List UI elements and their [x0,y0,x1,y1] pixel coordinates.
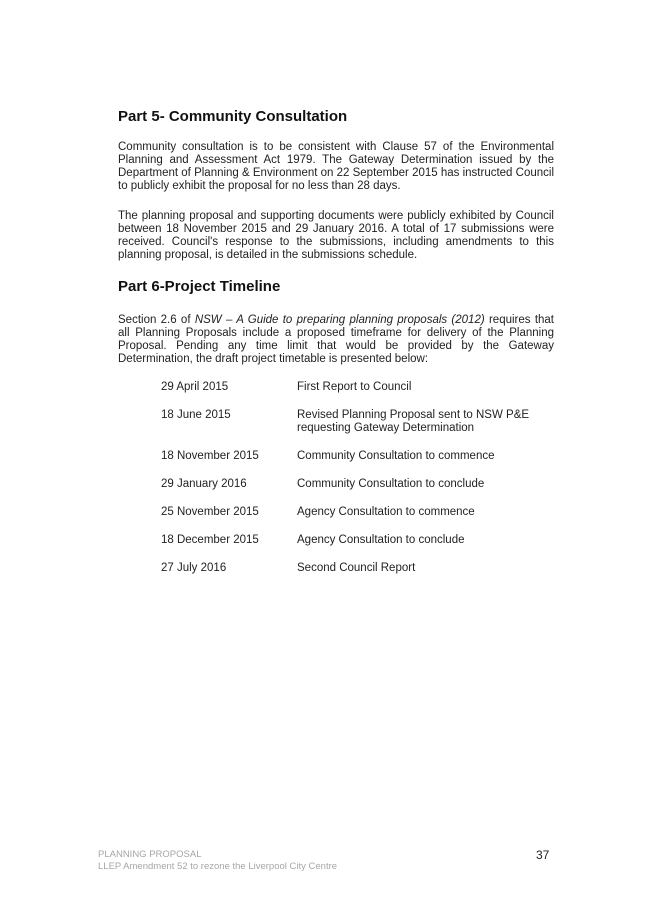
timeline-row [161,534,541,547]
timeline-date: 18 June 2015 [161,409,231,421]
section-5-paragraph-2: The planning proposal and supporting documents were publicly exhibited by Council between 18 November 2015 and 29 January 2016. A total of 17 submissions were received. Council's response to the submissions, including amendments to this planning proposal, is detailed in the submissions schedule. [118,210,554,261]
project-timeline [161,381,541,590]
intro-text-start: Section 2.6 of [118,314,195,326]
timeline-row [161,562,541,575]
timeline-row [161,409,541,435]
timeline-row [161,478,541,491]
timeline-date: 18 November 2015 [161,450,259,462]
timeline-date: 27 July 2016 [161,562,227,574]
timeline-event: Community Consultation to commence [297,450,495,462]
timeline-event: Revised Planning Proposal sent to NSW P&E requesting Gateway Determination [297,409,530,434]
timeline-event: Second Council Report [297,562,416,574]
footer-line-2: LLEP Amendment 52 to rezone the Liverpool City Centre [98,860,338,872]
timeline-date: 29 January 2016 [161,478,247,490]
intro-text-end: requires that all Planning Proposals include a proposed timeframe for delivery of the Planning Proposal. Pending any time limit that would be provided by the Gateway Determination, the draft project timetable is presented below: [118,314,555,365]
timeline-date: 29 April 2015 [161,381,229,393]
section-5-paragraph-1: Community consultation is to be consistent with Clause 57 of the Environmental Planning and Assessment Act 1979. The Gateway Determination issued by the Department of Planning & Environment on 22 September 2015 has instructed Council to publicly exhibit the proposal for no less than 28 days. [118,141,554,192]
timeline-event: First Report to Council [297,381,412,393]
footer-line-1: PLANNING PROPOSAL [98,849,202,860]
section-5-heading: Part 5- Community Consultation [118,108,348,125]
section-6-intro [118,314,554,366]
timeline-event: Community Consultation to conclude [297,478,485,490]
timeline-event: Agency Consultation to commence [297,506,475,518]
footer-document-title [98,849,337,872]
timeline-row [161,450,541,463]
timeline-date: 25 November 2015 [161,506,259,518]
timeline-row [161,506,541,519]
guide-title: NSW – A Guide to preparing planning proposals (2012) [194,314,485,326]
section-6-heading: Part 6-Project Timeline [118,278,281,295]
page-number: 37 [536,848,550,862]
timeline-event: Agency Consultation to conclude [297,534,465,546]
timeline-row [161,381,541,394]
timeline-date: 18 December 2015 [161,534,259,546]
